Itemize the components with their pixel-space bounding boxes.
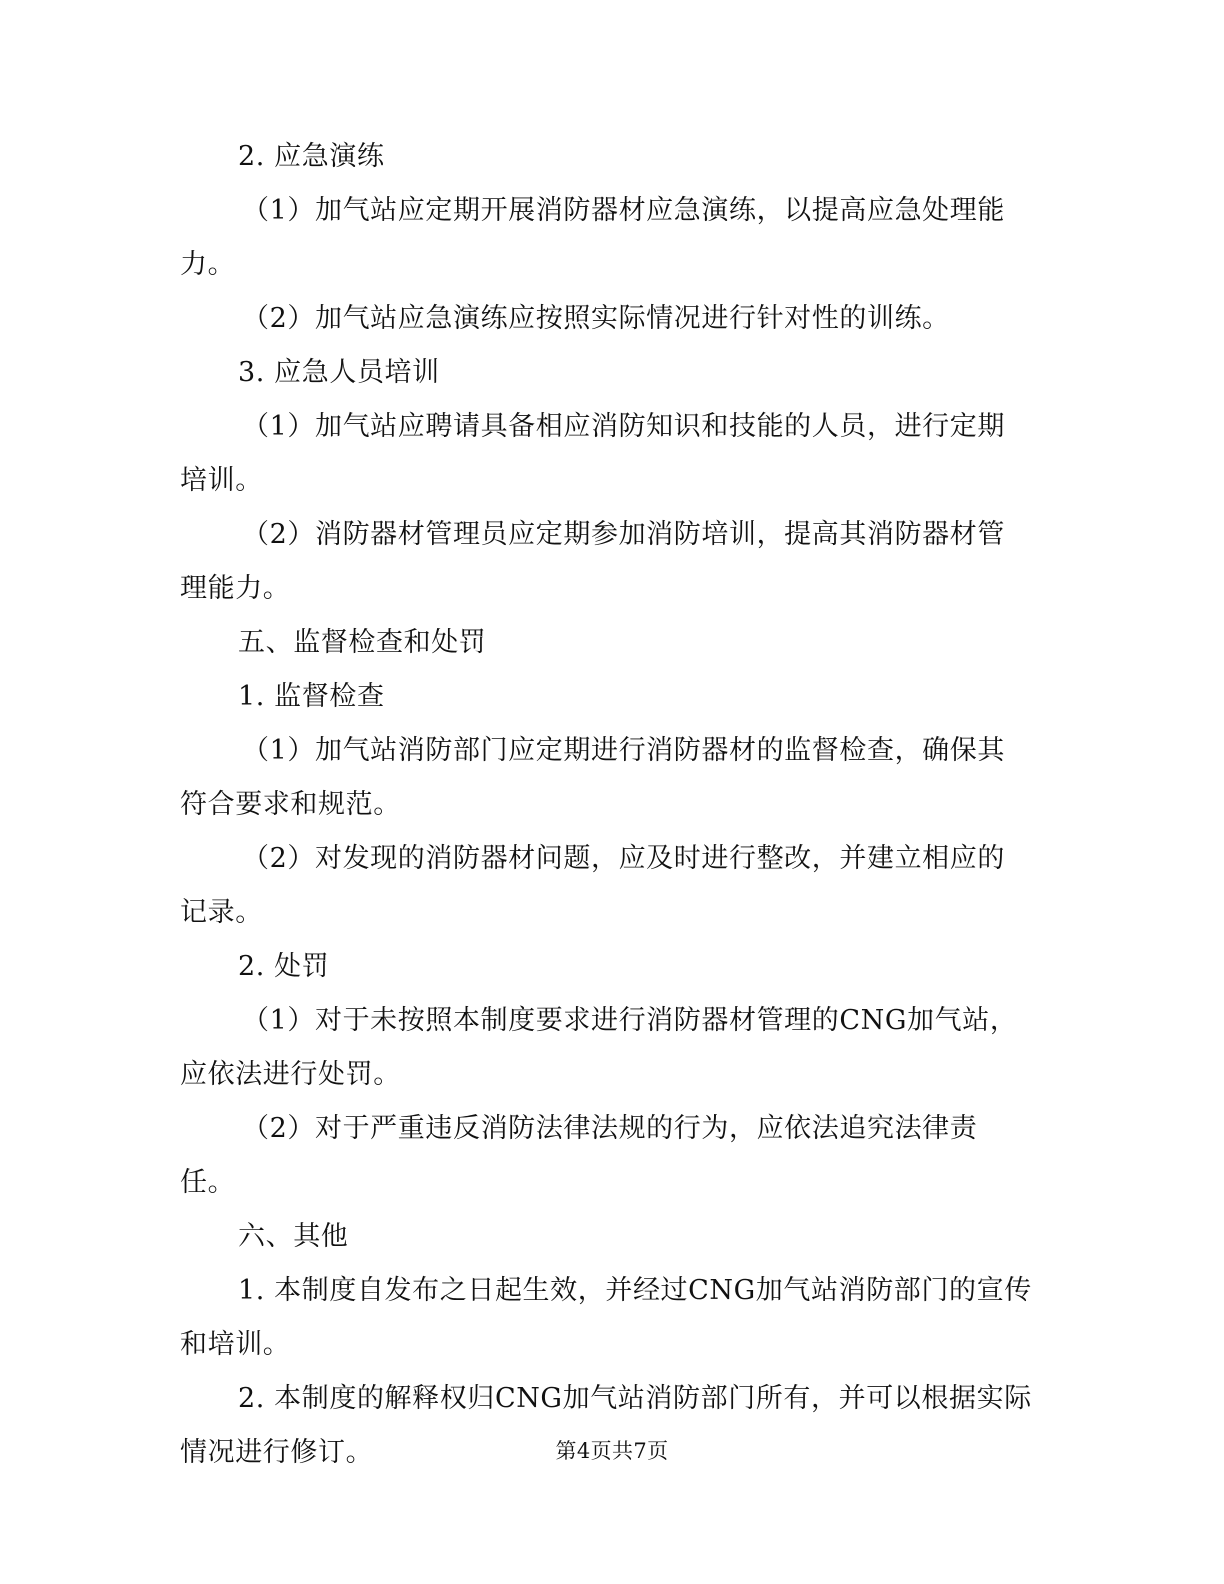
subsection-heading-emergency-drill: 2. 应急演练	[238, 141, 385, 172]
list-item: （2）对于严重违反消防法律法规的行为，应依法追究法律责任。	[180, 1113, 978, 1198]
list-item: 1. 本制度自发布之日起生效，并经过CNG加气站消防部门的宣传和培训。	[180, 1275, 1032, 1360]
subsection-heading-inspection: 1. 监督检查	[238, 681, 385, 712]
document-body	[180, 130, 1032, 1480]
list-item: 2. 本制度的解释权归CNG加气站消防部门所有，并可以根据实际情况进行修订。	[180, 1383, 1032, 1468]
section-heading-other: 六、其他	[238, 1221, 349, 1252]
subsection-heading-emergency-training: 3. 应急人员培训	[238, 357, 440, 388]
list-item: （2）加气站应急演练应按照实际情况进行针对性的训练。	[242, 303, 950, 334]
list-item: （2）消防器材管理员应定期参加消防培训，提高其消防器材管理能力。	[180, 519, 1005, 604]
page-number: 第4页共7页	[555, 1439, 669, 1463]
list-item: （1）加气站应聘请具备相应消防知识和技能的人员，进行定期培训。	[180, 411, 1005, 496]
section-heading-supervision: 五、监督检查和处罚	[238, 627, 487, 658]
subsection-heading-penalty: 2. 处罚	[238, 951, 330, 982]
list-item: （1）加气站消防部门应定期进行消防器材的监督检查，确保其符合要求和规范。	[180, 735, 1005, 820]
list-item: （1）加气站应定期开展消防器材应急演练，以提高应急处理能力。	[180, 195, 1005, 280]
list-item: （1）对于未按照本制度要求进行消防器材管理的CNG加气站，应依法进行处罚。	[180, 1005, 1018, 1090]
list-item: （2）对发现的消防器材问题，应及时进行整改，并建立相应的记录。	[180, 843, 1005, 928]
